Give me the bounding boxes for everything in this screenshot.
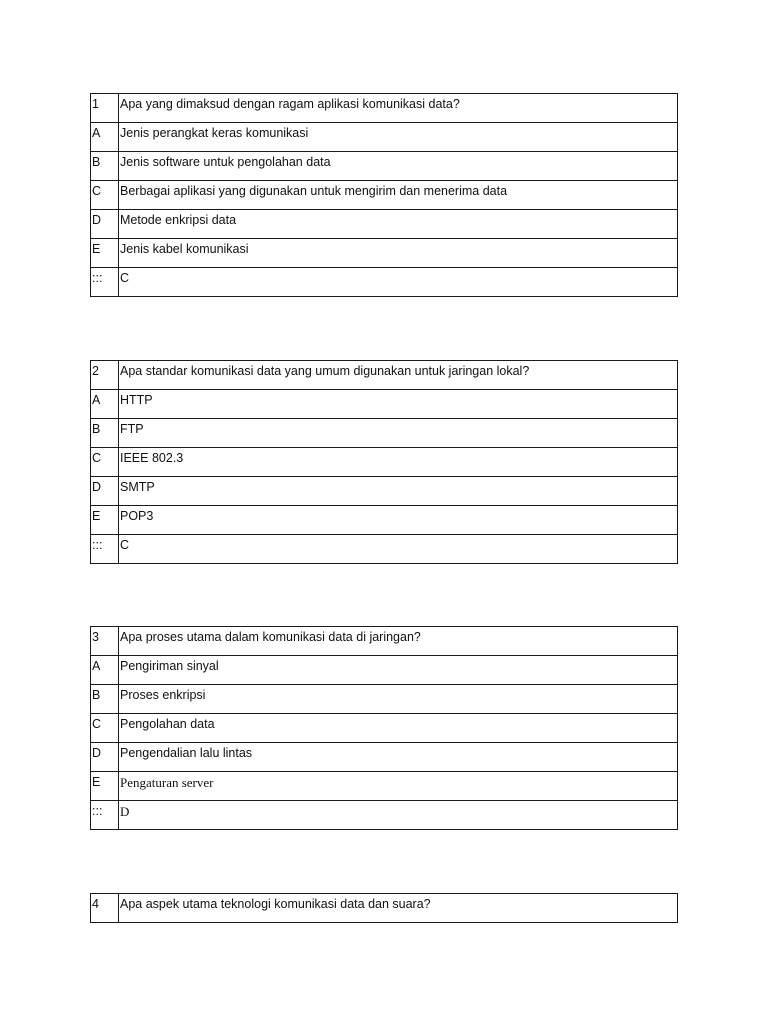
question-table-3 [90,626,678,830]
question-text: Apa standar komunikasi data yang umum digunakan untuk jaringan lokal? [119,361,678,390]
option-text: Jenis software untuk pengolahan data [119,152,678,181]
option-key: D [91,743,119,772]
option-key: C [91,448,119,477]
answer-row [91,535,678,564]
option-row-c [91,448,678,477]
answer-row [91,801,678,830]
option-text: Pengendalian lalu lintas [119,743,678,772]
question-text: Apa yang dimaksud dengan ragam aplikasi komunikasi data? [119,94,678,123]
option-key: E [91,772,119,801]
option-row-e [91,772,678,801]
answer-value: C [119,268,678,297]
option-text: Jenis kabel komunikasi [119,239,678,268]
option-text: FTP [119,419,678,448]
option-row-e [91,239,678,268]
option-text: IEEE 802.3 [119,448,678,477]
answer-marker: ::: [91,535,119,564]
question-text: Apa aspek utama teknologi komunikasi data dan suara? [119,894,678,923]
option-text: Metode enkripsi data [119,210,678,239]
answer-row [91,268,678,297]
question-row [91,94,678,123]
option-row-e [91,506,678,535]
option-text: Pengiriman sinyal [119,656,678,685]
question-row [91,627,678,656]
option-row-a [91,123,678,152]
option-row-d [91,477,678,506]
option-row-a [91,656,678,685]
question-number: 4 [91,894,119,923]
option-key: B [91,419,119,448]
option-key: E [91,239,119,268]
option-key: D [91,210,119,239]
option-row-b [91,152,678,181]
option-row-a [91,390,678,419]
question-number: 3 [91,627,119,656]
option-key: D [91,477,119,506]
question-number: 2 [91,361,119,390]
answer-marker: ::: [91,268,119,297]
question-number: 1 [91,94,119,123]
option-row-b [91,419,678,448]
option-text: POP3 [119,506,678,535]
option-key: B [91,152,119,181]
option-text: Pengolahan data [119,714,678,743]
option-row-d [91,210,678,239]
option-row-d [91,743,678,772]
option-key: A [91,390,119,419]
option-key: A [91,123,119,152]
option-row-c [91,181,678,210]
option-text: Jenis perangkat keras komunikasi [119,123,678,152]
option-key: C [91,181,119,210]
question-table-4 [90,893,678,923]
question-table-1 [90,93,678,297]
question-row [91,894,678,923]
question-table-2 [90,360,678,564]
option-row-b [91,685,678,714]
question-text: Apa proses utama dalam komunikasi data di jaringan? [119,627,678,656]
option-text: Proses enkripsi [119,685,678,714]
option-key: A [91,656,119,685]
question-row [91,361,678,390]
answer-value: D [119,801,678,830]
option-text: SMTP [119,477,678,506]
option-key: E [91,506,119,535]
option-row-c [91,714,678,743]
option-text: Berbagai aplikasi yang digunakan untuk mengirim dan menerima data [119,181,678,210]
answer-value: C [119,535,678,564]
option-text: Pengaturan server [119,772,678,801]
option-text: HTTP [119,390,678,419]
option-key: C [91,714,119,743]
option-key: B [91,685,119,714]
answer-marker: ::: [91,801,119,830]
